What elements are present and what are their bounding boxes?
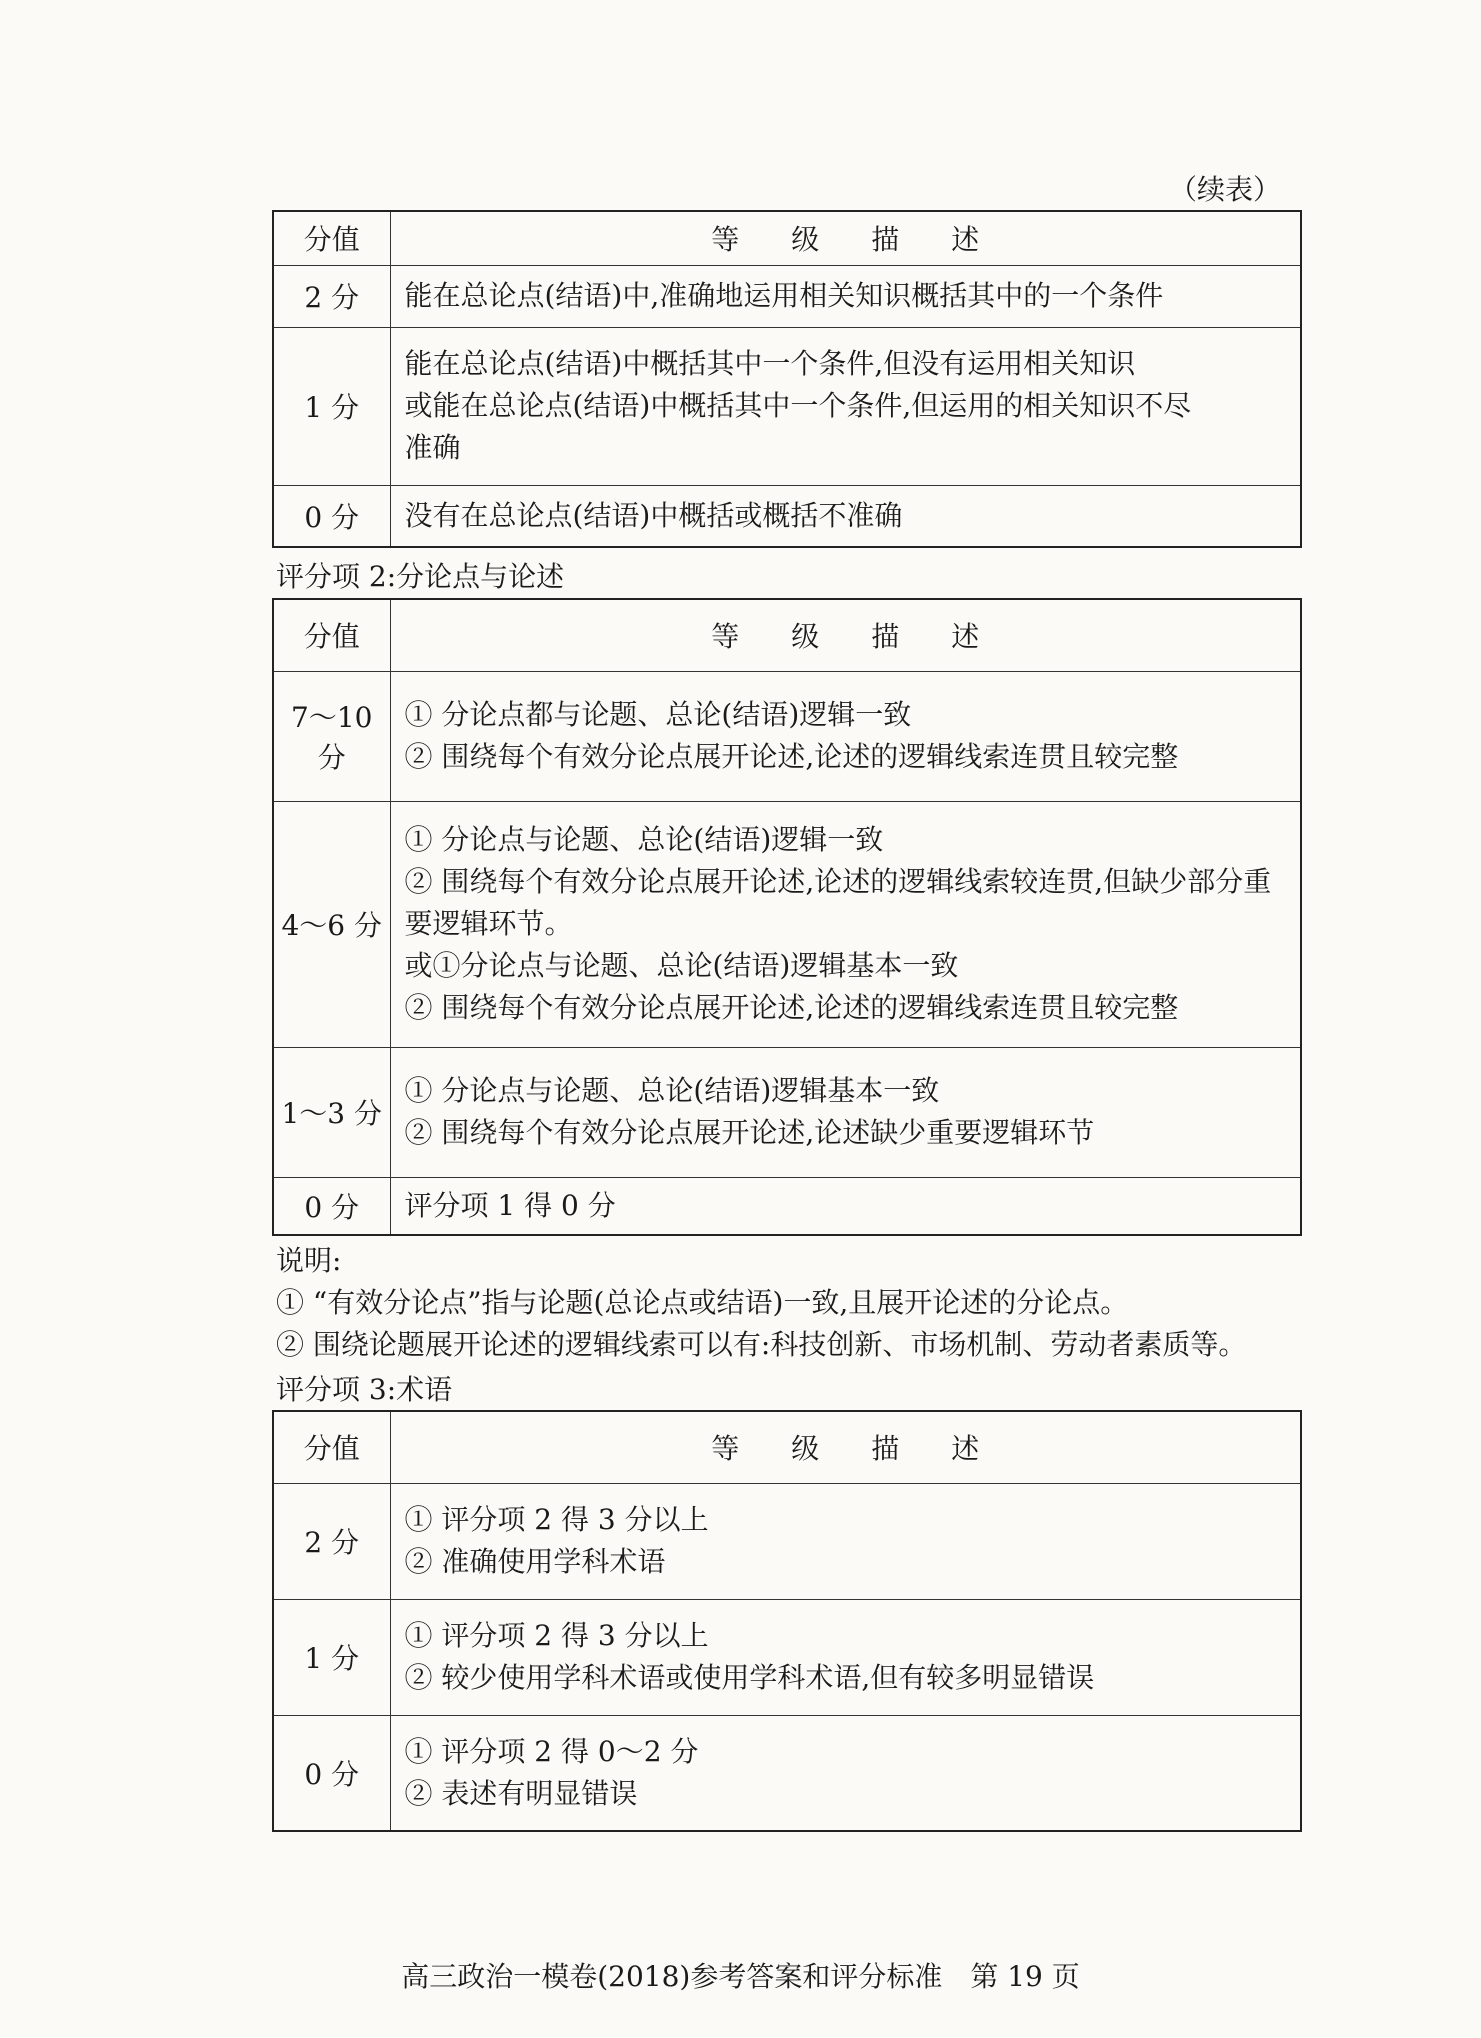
- note-item: ② 围绕论题展开论述的逻辑线索可以有:科技创新、市场机制、劳动者素质等。: [276, 1328, 1247, 1361]
- notes-title: 说明:: [276, 1244, 342, 1277]
- header-score: 分值: [273, 1411, 390, 1483]
- header-description: 等 级 描 述: [390, 599, 1301, 671]
- score-cell: 7～10 分: [273, 671, 390, 801]
- header-description: 等 级 描 述: [390, 211, 1301, 265]
- table-row: [273, 327, 1301, 485]
- score-cell: 0 分: [273, 1177, 390, 1235]
- table-header-row: [273, 599, 1301, 671]
- score-cell: 2 分: [273, 1483, 390, 1599]
- description-cell: 评分项 1 得 0 分: [390, 1177, 1301, 1235]
- description-cell: ① 评分项 2 得 3 分以上 ② 准确使用学科术语: [390, 1483, 1301, 1599]
- description-cell: 没有在总论点(结语)中概括或概括不准确: [390, 485, 1301, 547]
- table-row: [273, 265, 1301, 327]
- note-item: ① “有效分论点”指与论题(总论点或结语)一致,且展开论述的分论点。: [276, 1286, 1129, 1319]
- table-row: [273, 801, 1301, 1047]
- table-row: [273, 485, 1301, 547]
- header-description: 等 级 描 述: [390, 1411, 1301, 1483]
- grading-table-1: [272, 210, 1302, 548]
- score-cell: 1 分: [273, 327, 390, 485]
- score-cell: 0 分: [273, 485, 390, 547]
- score-cell: 4～6 分: [273, 801, 390, 1047]
- table-row: [273, 1177, 1301, 1235]
- score-cell: 1～3 分: [273, 1047, 390, 1177]
- table-header-row: [273, 1411, 1301, 1483]
- page-footer: 高三政治一模卷(2018)参考答案和评分标准 第 19 页: [401, 1960, 1080, 1993]
- header-score: 分值: [273, 211, 390, 265]
- section-3-label: 评分项 3:术语: [276, 1373, 453, 1406]
- description-cell: ① 分论点与论题、总论(结语)逻辑一致 ② 围绕每个有效分论点展开论述,论述的逻辑线索较连贯,但缺少部分重 要逻辑环节。 或①分论点与论题、总论(结语)逻辑基本一致 ② 围绕每个有效分论点展开论述,论述的逻辑线索连贯且较完整: [390, 801, 1301, 1047]
- description-cell: ① 分论点与论题、总论(结语)逻辑基本一致 ② 围绕每个有效分论点展开论述,论述缺少重要逻辑环节: [390, 1047, 1301, 1177]
- header-score: 分值: [273, 599, 390, 671]
- grading-table-2: [272, 598, 1302, 1236]
- grading-table-3: [272, 1410, 1302, 1832]
- notes: [276, 1240, 1246, 1366]
- description-cell: 能在总论点(结语)中概括其中一个条件,但没有运用相关知识 或能在总论点(结语)中概括其中一个条件,但运用的相关知识不尽 准确: [390, 327, 1301, 485]
- table-row: [273, 671, 1301, 801]
- score-cell: 0 分: [273, 1715, 390, 1831]
- table-row: [273, 1047, 1301, 1177]
- description-cell: 能在总论点(结语)中,准确地运用相关知识概括其中的一个条件: [390, 265, 1301, 327]
- table-header-row: [273, 211, 1301, 265]
- description-cell: ① 分论点都与论题、总论(结语)逻辑一致 ② 围绕每个有效分论点展开论述,论述的逻辑线索连贯且较完整: [390, 671, 1301, 801]
- description-cell: ① 评分项 2 得 0～2 分 ② 表述有明显错误: [390, 1715, 1301, 1831]
- score-cell: 2 分: [273, 265, 390, 327]
- continued-label: （续表）: [1168, 173, 1281, 206]
- table-row: [273, 1483, 1301, 1599]
- description-cell: ① 评分项 2 得 3 分以上 ② 较少使用学科术语或使用学科术语,但有较多明显错误: [390, 1599, 1301, 1715]
- table-row: [273, 1715, 1301, 1831]
- table-row: [273, 1599, 1301, 1715]
- section-2-label: 评分项 2:分论点与论述: [276, 560, 565, 593]
- score-cell: 1 分: [273, 1599, 390, 1715]
